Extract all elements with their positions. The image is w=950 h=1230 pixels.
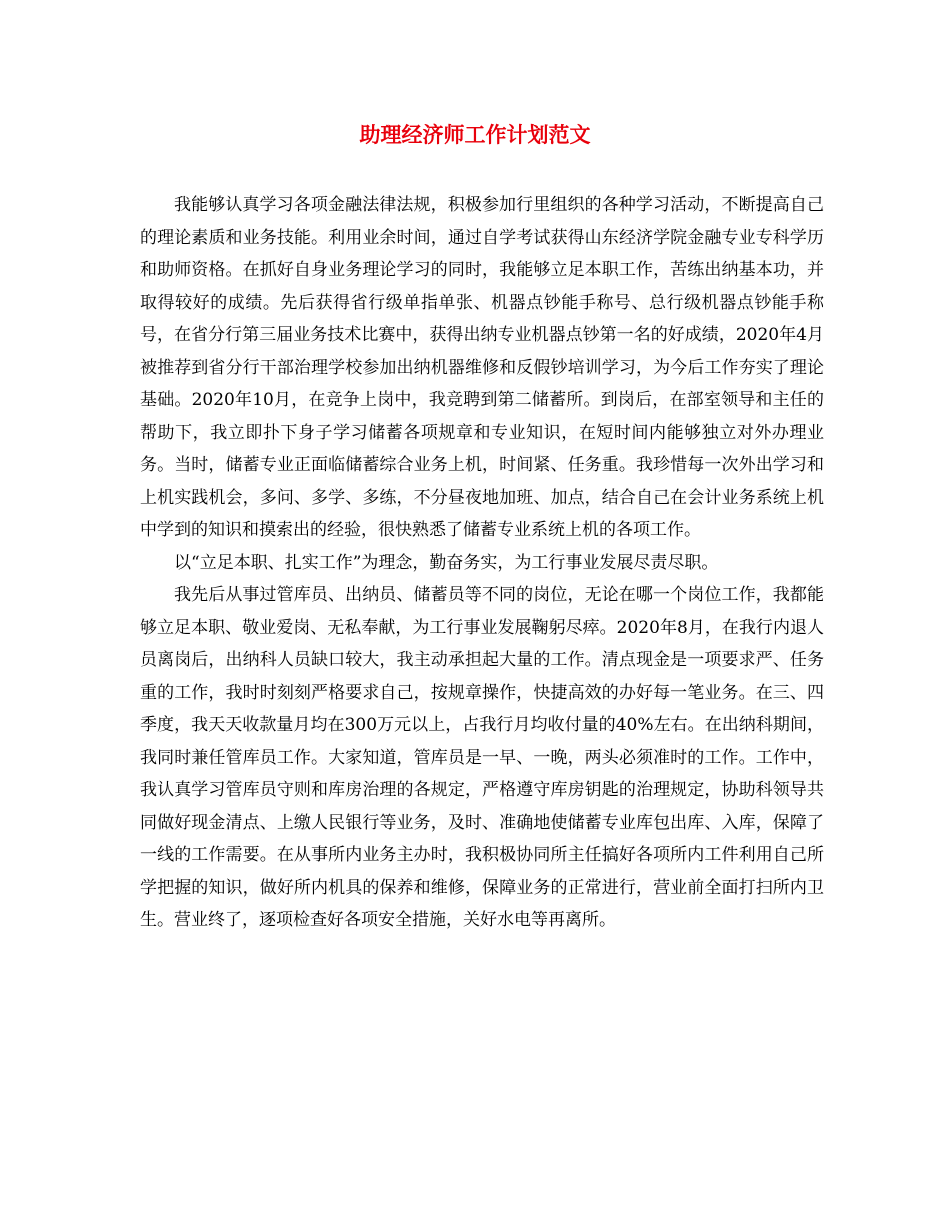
paragraph-2: 以“立足本职、扎实工作”为理念，勤奋务实，为工行事业发展尽责尽职。 (174, 552, 719, 573)
document-body (140, 189, 824, 937)
paragraph-1: 我能够认真学习各项金融法律法规，积极参加行里组织的各种学习活动，不断提高自己的理论素质和业务技能。利用业余时间，通过自学考试获得山东经济学院金融专业专科学历和助师资格。在抓好自身业务理论学习的同时，我能够立足本职工作，苦练出纳基本功，并取得较好的成绩。先后获得省行级单指单张、机器点钞能手称号、总行级机器点钞能手称号，在省分行第三届业务技术比赛中，获得出纳专业机器点钞第一名的好成绩，2020年4月被推荐到省分行干部治理学校参加出纳机器维修和反假钞培训学习，为今后工作夯实了理论基础。2020年10月，在竞争上岗中，我竞聘到第二储蓄所。到岗后，在部室领导和主任的帮助下，我立即扑下身子学习储蓄各项规章和专业知识，在短时间内能够独立对外办理业务。当时，储蓄专业正面临储蓄综合业务上机，时间紧、任务重。我珍惜每一次外出学习和上机实践机会，多问、多学、多练，不分昼夜地加班、加点，结合自己在会计业务系统上机中学到的知识和摸索出的经验，很快熟悉了储蓄专业系统上机的各项工作。 (140, 195, 824, 540)
document-title: 助理经济师工作计划范文 (359, 122, 591, 147)
paragraph-3: 我先后从事过管库员、出纳员、储蓄员等不同的岗位，无论在哪一个岗位工作，我都能够立足本职、敬业爱岗、无私奉献，为工行事业发展鞠躬尽瘁。2020年8月，在我行内退人员离岗后，出纳科人员缺口较大，我主动承担起大量的工作。清点现金是一项要求严、任务重的工作，我时时刻刻严格要求自己，按规章操作，快捷高效的办好每一笔业务。在三、四季度，我天天收款量月均在300万元以上，占我行月均收付量的40%左右。在出纳科期间，我同时兼任管库员工作。大家知道，管库员是一早、一晚，两头必须准时的工作。工作中，我认真学习管库员守则和库房治理的各规定，严格遵守库房钥匙的治理规定，协助科领导共同做好现金清点、上缴人民银行等业务，及时、准确地使储蓄专业库包出库、入库，保障了一线的工作需要。在从事所内业务主办时，我积极协同所主任搞好各项所内工件利用自己所学把握的知识，做好所内机具的保养和维修，保障业务的正常进行，营业前全面打扫所内卫生。营业终了，逐项检查好各项安全措施，关好水电等再离所。 (140, 585, 824, 930)
